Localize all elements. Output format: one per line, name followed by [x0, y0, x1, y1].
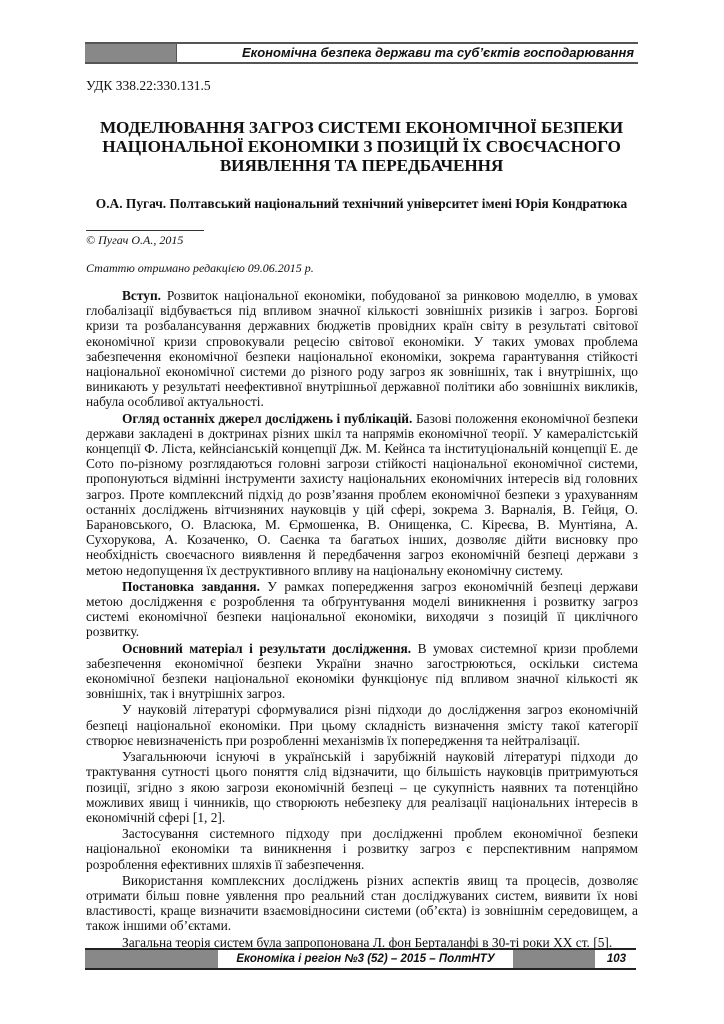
paragraph-text: Застосування системного підходу при дослідженні проблем економічної безпеки національної економіки та виникнення і розвитку загроз є перспективним напрямом розроблення ефективних шляхів її забезпечення. — [86, 826, 638, 872]
running-footer — [85, 948, 636, 970]
paragraph-main-material — [86, 641, 638, 702]
title-line: МОДЕЛЮВАННЯ ЗАГРОЗ СИСТЕМІ ЕКОНОМІЧНОЇ БЕЗПЕКИ — [99, 118, 624, 137]
section-heading: Постановка завдання. — [122, 578, 260, 594]
section-heading: Вступ. — [122, 288, 162, 303]
page-number: 103 — [595, 950, 636, 968]
paragraph-text: Розвиток національної економіки, побудованої за ринковою моделлю, в умовах глобалізації відбувається під впливом значної кількості зовнішніх ризиків і загроз. Боргові кризи та розбалансування державних бюджетів провідних країн світу в результаті світової економічної кризи спровокували рецесію світової економіки. У таких умовах проблема забезпечення економічної безпеки національної економіки, зокрема гарантування стійкості національної економічної системи до різного роду загроз як зовнішніх, так і внутрішніх, що виникають у результаті неефективної внутрішньої державної політики або зовнішніх викликів, набула особливої актуальності. — [86, 288, 638, 410]
paragraph-literature-review — [86, 411, 638, 578]
header-gray-block — [85, 44, 176, 62]
paragraph — [86, 702, 638, 748]
received-date: Статтю отримано редакцією 09.06.2015 р. — [86, 261, 314, 275]
header-section-title: Економічна безпека держави та суб’єктів господарювання — [176, 44, 638, 62]
title-line: ВИЯВЛЕННЯ ТА ПЕРЕДБАЧЕННЯ — [219, 156, 504, 175]
paragraph — [86, 826, 638, 872]
paragraph-text: Базові положення економічної безпеки держави закладені в доктринах різних шкіл та напрямів економічної теорії. У камералістській концепції Ф. Ліста, кейнсіанській концепції Дж. М. Кейнса та інституціональній концепції Е. де Сото по-різному розглядаються головні загрози стійкості національної економічної системи, пропонуються відмінні інструменти захисту національних економічних інтересів від головних загроз. Проте комплексний підхід до розв’язання проблем економічної безпеки з урахуванням останніх досліджень вітчизняних науковців у цій сфері, зокрема З. Варналія, В. Гейця, О. Барановського, О. Власюка, М. Єрмошенка, В. Онищенка, С. Кіреєва, В. Мунтіяна, А. Сухорукова, А. Козаченко, О. Саєнка та багатьох інших, дозволяє дійти висновку про необхідність своєчасного виявлення й передбачення загроз економічній безпеці держави з метою недопущення їх деструктивного впливу на національну економічну систему. — [86, 410, 638, 578]
paragraph-text: У науковій літературі сформувалися різні підходи до дослідження загроз економічній безпеці національної економіки. При цьому складність визначення змісту такої категорії створює невизначеність при розробленні механізмів їх попередження та нейтралізації. — [86, 702, 638, 748]
paragraph-text: Використання комплексних досліджень різних аспектів явищ та процесів, дозволяє отримати більш повне уявлення про реальний стан досліджуваних систем, виявити їх нові властивості, краще визначити взаємовідносини системи (об’єкта) із зовнішнім середовищем, а також іншими об’єктами. — [86, 872, 638, 934]
footer-journal-name: Економіка і регіон №3 (52) – 2015 – ПолтНТУ — [218, 950, 513, 968]
udc-code: УДК 338.22:330.131.5 — [86, 78, 211, 93]
section-heading: Огляд останніх джерел досліджень і публікацій. — [122, 410, 413, 426]
author-affiliation: О.А. Пугач. Полтавський національний технічний університет імені Юрія Кондратюка — [95, 196, 628, 211]
paragraph-problem-statement — [86, 579, 638, 640]
paragraph-text: В умовах системної кризи проблеми забезпечення економічної безпеки України значно загострюються, оскільки система економічної безпеки національної економіки функціонує під впливом значної кількості як зовнішніх, так і внутрішніх загроз. — [86, 640, 638, 702]
paragraph — [86, 873, 638, 934]
title-line: НАЦІОНАЛЬНОЇ ЕКОНОМІКИ З ПОЗИЦІЙ ЇХ СВОЄЧАСНОГО — [102, 137, 621, 156]
paragraph — [86, 749, 638, 825]
footer-gray-block-left — [85, 950, 218, 968]
section-heading: Основний матеріал і результати дослідження. — [122, 640, 412, 656]
paragraph-introduction — [86, 288, 638, 410]
paragraph-text: Загальна теорія систем була запропонована Л. фон Берталанфі в 30-ті роки XX ст. [5]. — [122, 934, 613, 950]
footer-gray-block-right — [513, 950, 595, 968]
paragraph-text: Узагальнюючи існуючі в українській і зарубіжній науковій літературі підходи до трактування сутності цього поняття слід відзначити, що більшість науковців притримуються позиції, згідно з якою загрози економічній безпеці – це сукупність наявних та потенційно можливих явищ і чинників, що створюють небезпеку для реалізації національних інтересів в економічній сфері [1, 2]. — [86, 749, 638, 825]
footnote-rule — [86, 230, 204, 231]
article-title — [85, 118, 638, 175]
paragraph-text: У рамках попередження загроз економічній безпеці держави метою дослідження є розроблення та обґрунтування моделі виникнення і розвитку загроз системі економічної безпеки національної економіки, виходячи з позицій її циклічного розвитку. — [86, 578, 638, 640]
copyright-note: © Пугач О.А., 2015 — [86, 233, 184, 247]
article-body — [86, 288, 638, 950]
running-header — [85, 42, 638, 64]
